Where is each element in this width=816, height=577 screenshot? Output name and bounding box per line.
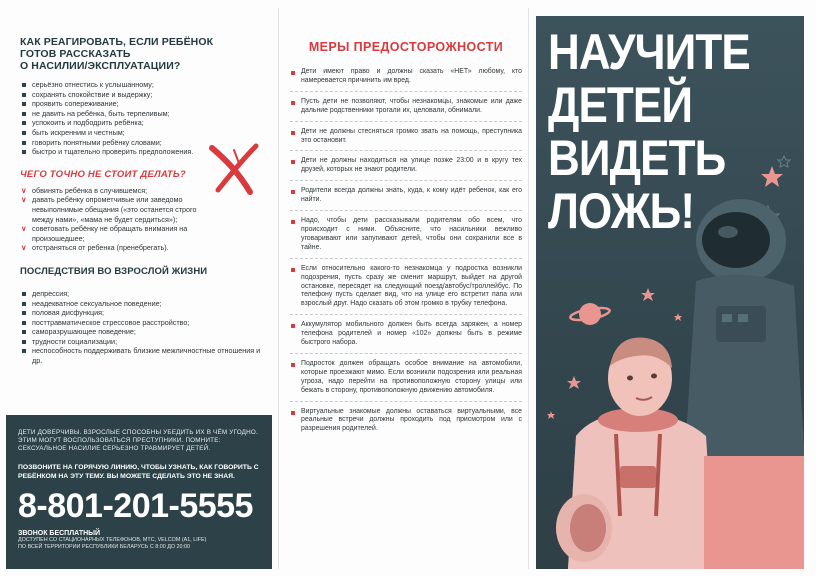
red-cross-icon [204,140,264,200]
list-item: половая дисфункция; [20,308,272,318]
left-panel [20,36,272,366]
precautions-list [290,68,522,434]
list-item: неадекватное сексуальное поведение; [20,299,272,309]
list-item: Надо, чтобы дети рассказывали родителям обо всем, что происходит с ними. Объясните, что насильники вежливо уговаривают или запугивают детей, чтобы они сохранили все в тайне. [290,217,522,253]
cover-headline: НАУЧИТЕ ДЕТЕЙ ВИДЕТЬ ЛОЖЬ! [548,24,750,239]
availability-text-1: ДОСТУПЕН СО СТАЦИОНАРНЫХ ТЕЛЕФОНОВ, МТС, VELCOM (A1, LIFE) [18,536,207,543]
list-item: проявить сопереживание; [20,99,272,109]
list-item: неспособность поддерживать близкие межличностные отношения и др. [20,346,272,365]
fold-line [528,8,529,569]
consequences-heading: ПОСЛЕДСТВИЯ ВО ВЗРОСЛОЙ ЖИЗНИ [20,265,208,277]
middle-panel [290,40,522,434]
list-item: посттравматическое стрессовое расстройство; [20,318,272,328]
list-item: ∨ советовать ребёнку не обращать внимания на произошедшее; [21,224,188,243]
hotline-box [6,415,272,569]
list-item: быть искренним и честным; [20,128,272,138]
list-item: Родители всегда должны знать, куда, к кому идёт ребенок, как его найти. [290,187,522,205]
fold-line [278,8,279,569]
child-astronaut-image [556,316,726,569]
list-item: Дети не должны стесняться громко звать на помощь, преступника это остановит. [290,128,522,146]
list-item: Дети не должны находиться на улице позже 23:00 и в кругу тех друзей, которых не знают родители. [290,157,522,175]
list-item: депрессия; [20,289,272,299]
list-item: говорить понятными ребёнку словами; [20,138,272,148]
list-item: саморазрушающее поведение; [20,327,272,337]
warning-text: ДЕТИ ДОВЕРЧИВЫ. ВЗРОСЛЫЕ СПОСОБНЫ УБЕДИТЬ ИХ В ЧЁМ УГОДНО. ЭТИМ МОГУТ ВОСПОЛЬЗОВАТЬСЯ ПРЕСТУПНИКИ. ПОМНИТЕ: СЕКСУАЛЬНОЕ НАСИЛИЕ СЕРЬЕЗНО ТРАВМИРУЕТ ДЕТЕЙ. [18,429,258,453]
list-item: серьёзно отнестись к услышанному; [20,80,272,90]
consequences-list [20,289,272,366]
list-item: ∨ отстраняться от ребенка (пренебрегать). [21,243,169,253]
cover-panel [536,16,804,569]
list-item: Подросток должен обращать особое внимание на автомобили, которые проезжают мимо. Если возникли подозрения или реальная угроза, надо перейти на противоположную сторону улицы или бежать в сторону, противоположную движению автомобиля. [290,360,522,396]
list-item: сохранять спокойствие и выдержку; [20,90,272,100]
list-item: Если относительно какого-то незнакомца у подростка возникли подозрения, пусть сразу же сменит маршрут, выйдет на другой остановке, пересядет на следующий поезд/автобус/троллейбус. По телефону пусть сделает вид, что на улице его встретит папа или взрослый друг. Надо сказать об этом громко в трубку телефона. [290,265,522,310]
pink-accent-block [704,456,804,569]
call-text: ПОЗВОНИТЕ НА ГОРЯЧУЮ ЛИНИЮ, ЧТОБЫ УЗНАТЬ, КАК ГОВОРИТЬ С РЕБЁНКОМ НА ЭТУ ТЕМУ. ВЫ МОЖЕТЕ СДЕЛАТЬ ЭТО НЕ ЗНАЯ. [18,463,259,480]
list-item: Дети имеют право и должны сказать «НЕТ» любому, кто намеревается причинить им вред. [290,68,522,86]
free-call-label: ЗВОНОК БЕСПЛАТНЫЙ [18,529,101,537]
list-item: Пусть дети не позволяют, чтобы незнакомцы, знакомые или даже дальние родственники трогали их, целовали, обнимали. [290,98,522,116]
reaction-heading: КАК РЕАГИРОВАТЬ, ЕСЛИ РЕБЁНОК ГОТОВ РАССКАЗАТЬ О НАСИЛИИ/ЭКСПЛУАТАЦИИ? [20,36,214,72]
list-item: успокоить и подбодрить ребёнка; [20,118,272,128]
dont-heading: ЧЕГО ТОЧНО НЕ СТОИТ ДЕЛАТЬ? [20,168,186,180]
list-item: не давить на ребёнка, быть терпеливым; [20,109,272,119]
availability-text-2: ПО ВСЕЙ ТЕРРИТОРИИ РЕСПУБЛИКИ БЕЛАРУСЬ С 8:00 ДО 20:00 [18,543,191,550]
list-item: трудности социализации; [20,337,272,347]
dont-list [20,186,216,253]
hotline-phone[interactable]: 8-801-201-5555 [18,486,253,525]
list-item: Аккумулятор мобильного должен быть всегда заряжен, а номер телефона родителей и номер «102» должны быть в режиме быстрого набора. [290,321,522,348]
list-item: Виртуальные знакомые должны оставаться виртуальными, все реальные встречи должны проходить под присмотром или с разрешения родителей. [290,408,522,435]
list-item: ∨ давать ребёнку опрометчивые или заведомо невыполнимые обещания («это останется строго между нами», «мама не будет сердиться»); [21,195,197,224]
list-item: ∨ обвинять ребёнка в случившемся; [21,185,148,195]
precautions-title: МЕРЫ ПРЕДОСТОРОЖНОСТИ [308,40,504,54]
list-item: быстро и тщательно проверить предположения. [20,147,272,157]
